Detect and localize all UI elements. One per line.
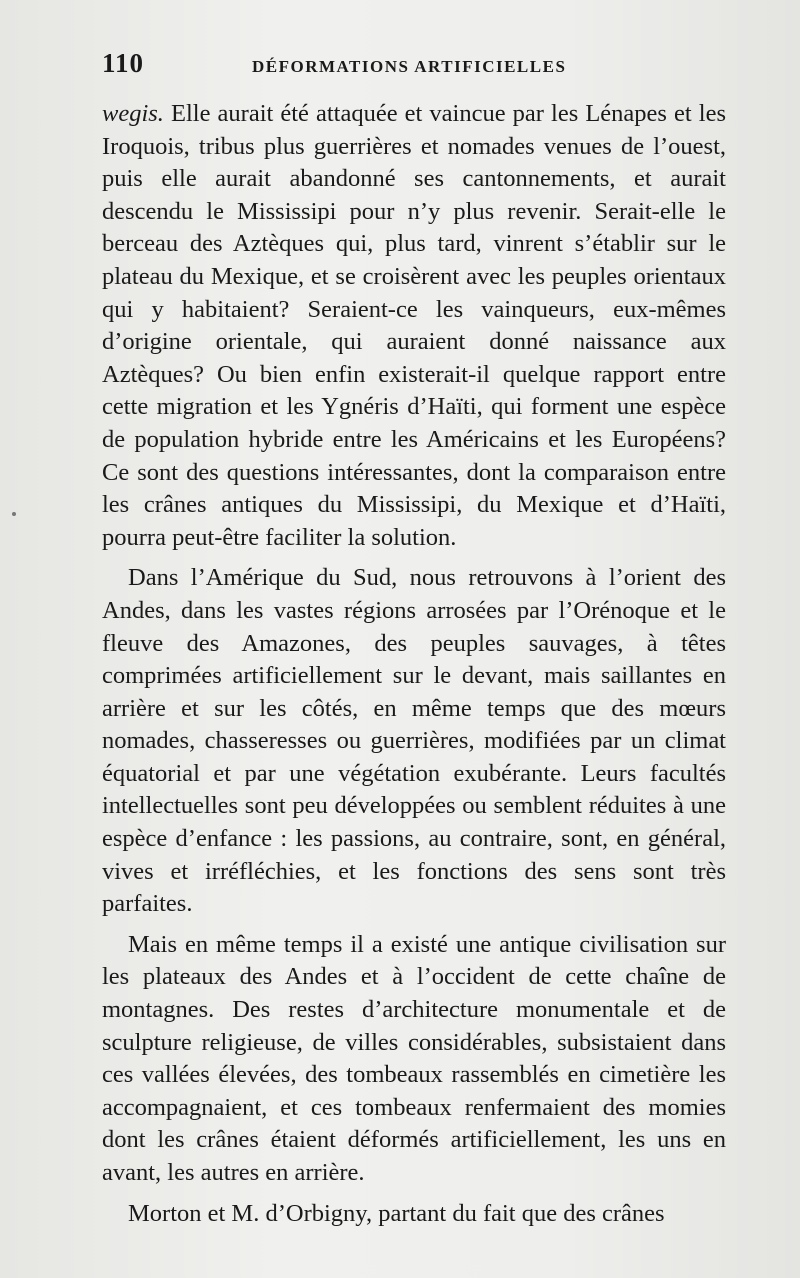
- paragraph-1: [102, 98, 726, 554]
- paragraph-4: Morton et M. d’Orbigny, partant du fait que des crânes: [128, 1199, 665, 1227]
- italic-word: wegis.: [102, 100, 164, 127]
- paragraph-3: Mais en même temps il a existé une antique civilisation sur les plateaux des Andes et à l’occident de cette chaîne de montagnes. Des restes d’architecture monumentale et de sculpture religieuse, de villes considérables, subsistaient dans ces vallées élevées, des tombeaux rassemblés en cimetière les accompagnaient, et ces tombeaux renfermaient des momies dont les crânes étaient déformés artificiellement, les uns en avant, les autres en arrière.: [102, 930, 726, 1186]
- running-title: DÉFORMATIONS ARTIFICIELLES: [252, 57, 567, 76]
- paragraph-1-text: Elle aurait été attaquée et vaincue par les Lénapes et les Iroquois, tribus plus guerrières et nomades venues de l’ouest, puis elle aurait abandonné ses cantonnements, et aurait descendu le Mississipi pour n’y plus revenir. Serait-elle le berceau des Aztèques qui, plus tard, vinrent s’établir sur le plateau du Mexique, et se croisèrent avec les peuples orientaux qui y habitaient? Seraient-ce les vainqueurs, eux-mêmes d’origine orientale, qui auraient donné naissance aux Aztèques? Ou bien enfin existerait-il quelque rapport entre cette migration et les Ygnéris d’Haïti, qui forment une espèce de population hybride entre les Américains et les Européens? Ce sont des questions intéressantes, dont la comparaison entre les crânes antiques du Mississipi, du Mexique et d’Haïti, pourra peut-être faciliter la solution.: [102, 100, 726, 551]
- ink-speck: [12, 512, 16, 516]
- body-text: [102, 98, 726, 1230]
- running-head: [102, 48, 726, 88]
- paragraph-2: Dans l’Amérique du Sud, nous retrouvons à l’orient des Andes, dans les vastes régions arrosées par l’Orénoque et le fleuve des Amazones, des peuples sauvages, à têtes comprimées artificiellement sur le devant, mais saillantes en arrière et sur les côtés, en même temps que des mœurs nomades, chasseresses ou guerrières, modifiées par un climat équatorial et par une végétation exubérante. Leurs facultés intellectuelles sont peu développées ou semblent réduites à une espèce d’enfance : les passions, au contraire, sont, en général, vives et irréfléchies, et les fonctions des sens sont très parfaites.: [102, 564, 726, 918]
- page-number: 110: [102, 48, 145, 78]
